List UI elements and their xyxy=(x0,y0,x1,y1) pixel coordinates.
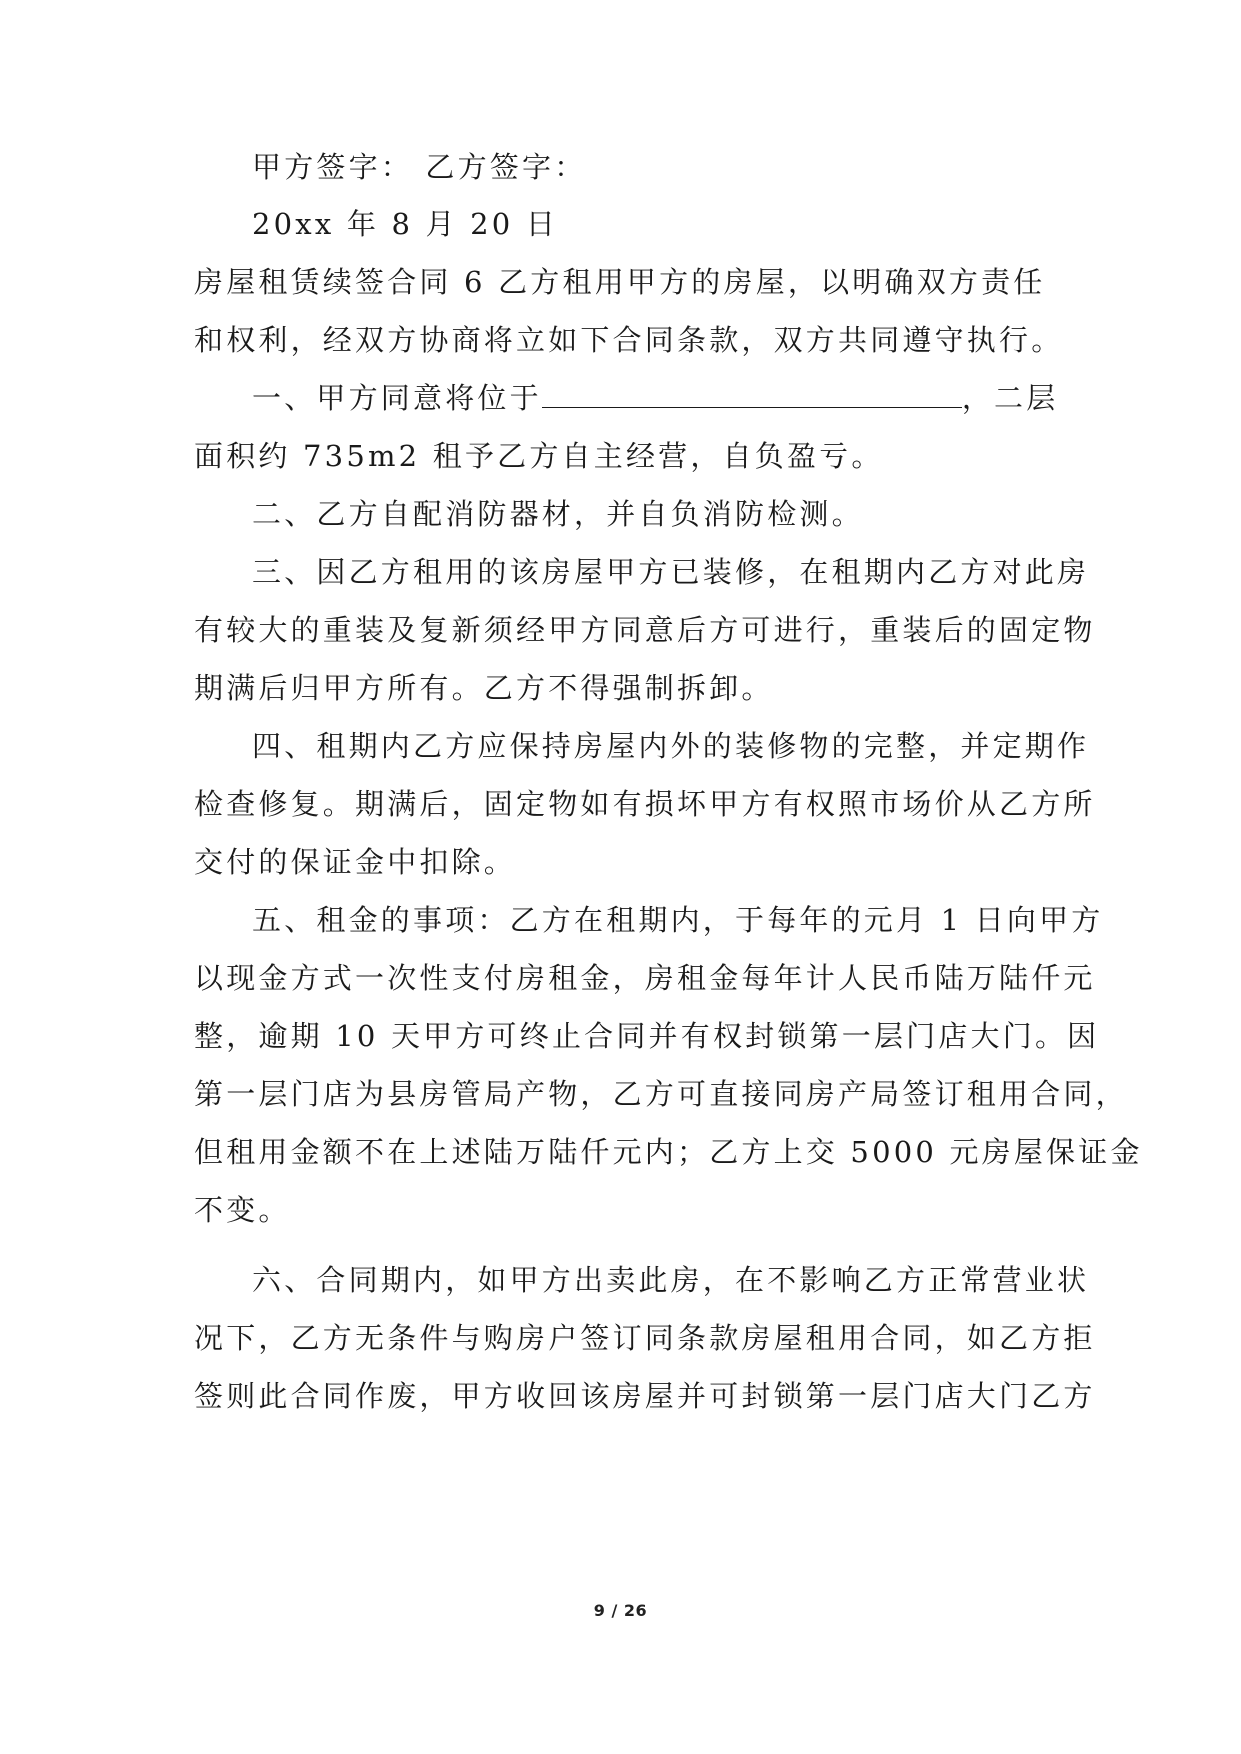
paragraph-line: 以现金方式一次性支付房租金，房租金每年计人民币陆万陆仟元 xyxy=(194,961,1096,995)
paragraph-line: 但租用金额不在上述陆万陆仟元内；乙方上交 5000 元房屋保证金 xyxy=(194,1135,1143,1169)
paragraph-line: 交付的保证金中扣除。 xyxy=(194,845,517,879)
clause-1-line xyxy=(252,378,1112,418)
clause-4-line: 四、租期内乙方应保持房屋内外的装修物的完整，并定期作 xyxy=(252,729,1090,763)
paragraph-line: 整，逾期 10 天甲方可终止合同并有权封锁第一层门店大门。因 xyxy=(194,1019,1100,1053)
paragraph-line: 第一层门店为县房管局产物，乙方可直接同房产局签订租用合同， xyxy=(194,1077,1128,1111)
paragraph-line: 有较大的重装及复新须经甲方同意后方可进行，重装后的固定物 xyxy=(194,613,1096,647)
address-blank xyxy=(542,381,962,408)
paragraph-line: 况下，乙方无条件与购房户签订同条款房屋租用合同，如乙方拒 xyxy=(194,1321,1096,1355)
contract-title-line: 房屋租赁续签合同 6 乙方租用甲方的房屋，以明确双方责任 xyxy=(194,265,1046,299)
paragraph-line: 和权利，经双方协商将立如下合同条款，双方共同遵守执行。 xyxy=(194,323,1064,357)
clause-5-line: 五、租金的事项：乙方在租期内，于每年的元月 1 日向甲方 xyxy=(252,903,1104,937)
clause-6-line: 六、合同期内，如甲方出卖此房，在不影响乙方正常营业状 xyxy=(252,1263,1090,1297)
clause-2-line: 二、乙方自配消防器材，并自负消防检测。 xyxy=(252,497,864,531)
date-line: 20xx 年 8 月 20 日 xyxy=(252,207,559,241)
signature-line: 甲方签字： 乙方签字： xyxy=(252,150,587,184)
paragraph-line: 检查修复。期满后，固定物如有损坏甲方有权照市场价从乙方所 xyxy=(194,787,1096,821)
clause-1-text: 一、甲方同意将位于 xyxy=(252,381,542,415)
paragraph-line: 面积约 735m2 租予乙方自主经营，自负盈亏。 xyxy=(194,439,884,473)
clause-1-text-end: ，二层 xyxy=(961,381,1059,415)
paragraph-line: 不变。 xyxy=(194,1193,291,1227)
paragraph-line: 期满后归甲方所有。乙方不得强制拆卸。 xyxy=(194,671,774,705)
clause-3-line: 三、因乙方租用的该房屋甲方已装修，在租期内乙方对此房 xyxy=(252,555,1090,589)
paragraph-line: 签则此合同作废，甲方收回该房屋并可封锁第一层门店大门乙方 xyxy=(194,1379,1096,1413)
page-number: 9 / 26 xyxy=(593,1601,648,1620)
